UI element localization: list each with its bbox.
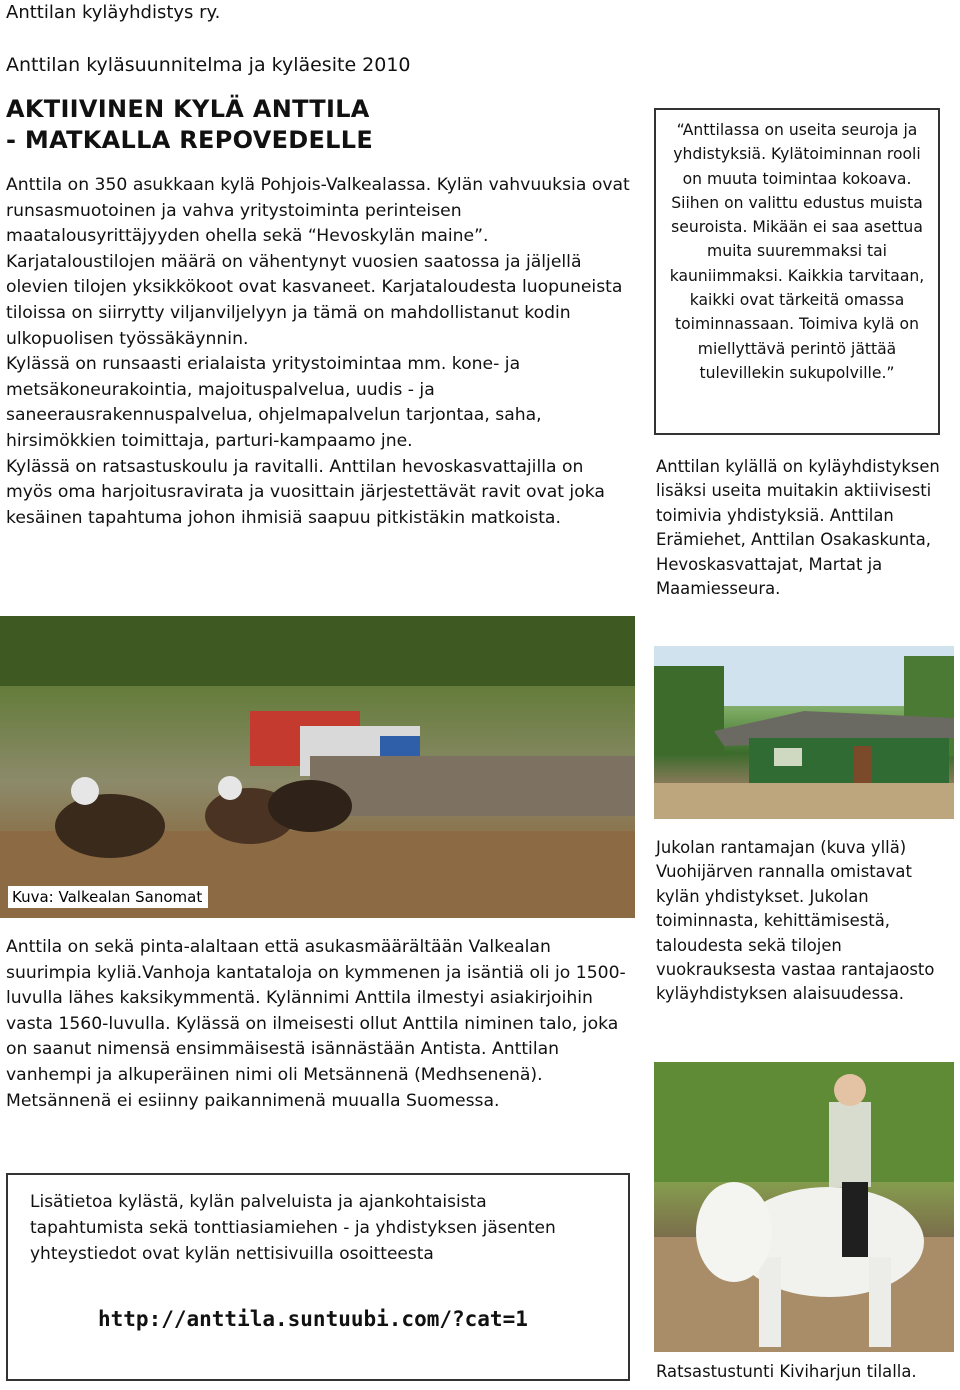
info-box	[6, 1173, 630, 1381]
photo-credit: Kuva: Valkealan Sanomat	[8, 886, 208, 908]
headline-line-1: AKTIIVINEN KYLÄ ANTTILA	[6, 95, 370, 123]
riding-lesson-caption: Ratsastustunti Kiviharjun tilalla.	[656, 1362, 917, 1381]
cabin-illustration	[654, 646, 954, 819]
cabin-caption: Jukolan rantamajan (kuva yllä) Vuohijärven rannalla omistavat kylän yhdistykset. Jukolan toiminnasta, kehittämisestä, taloudesta sekä tilojen vuokrauksesta vastaa rantajaosto kyläyhdistyksen alaisuudessa.	[656, 838, 935, 1004]
website-link[interactable]: http://anttila.suntuubi.com/?cat=1	[98, 1307, 528, 1331]
quote-text: “Anttilassa on useita seuroja ja yhdistyksiä. Kylätoiminnan rooli on muuta toimintaa kokoava. Siihen on valittu edustus muista seuroista. Mikään ei saa asettua muita suuremmaksi tai kauniimmaksi. Kaikkia tarvitaan, kaikki ovat tärkeitä omassa toiminnassaan. Toimiva kylä on miellyttävä perintö jättää tulevillekin sukupolville.”	[669, 121, 925, 382]
intro-paragraph-1: Anttila on 350 asukkaan kylä Pohjois-Valkealassa. Kylän vahvuuksia ovat runsasmuotoinen ja vahva yritystoiminta perinteisen maatalousyrittäjyyden ohella sekä “Hevoskylän maine”.	[6, 175, 630, 247]
riding-lesson-photo	[654, 1062, 954, 1352]
headline-line-2: - MATKALLA REPOVEDELLE	[6, 126, 374, 154]
history-section	[6, 935, 634, 1114]
quote-box	[654, 108, 940, 435]
headline	[6, 94, 373, 156]
associations-text: Anttilan kylällä on kyläyhdistyksen lisäksi useita muitakin aktiivisesti toimivia yhdistyksiä. Anttilan Erämiehet, Anttilan Osakaskunta, Hevoskasvattajat, Martat ja Maamiesseura.	[656, 457, 940, 599]
harness-racing-illustration	[0, 616, 635, 918]
harness-racing-photo	[0, 616, 635, 918]
intro-paragraph-2: Karjataloustilojen määrä on vähentynyt vuosien saatossa ja jäljellä olevien tilojen yksikkökoot ovat kasvaneet. Karjataloudesta luopuneista tiloissa on siirrytty viljanviljelyyn ja tämä on mahdollistanut kodin ulkopuolisen työssäkäynnin.	[6, 251, 623, 349]
history-paragraph: Anttila on sekä pinta-alaltaan että asukasmäärältään Valkealan suurimpia kyliä.Vanhoja kantataloja on kymmenen ja isäntiä oli jo 1500-luvulla lähes kaksikymmentä. Kylännimi Anttila ilmestyi asiakirjoihin vasta 1560-luvulla. Kylässä on ilmeisesti ollut Anttila niminen talo, joka on saanut nimensä ensimmäisestä isännästään Antista. Anttilan vanhempi ja alkuperäinen nimi oli Metsännenä (Medhsenenä). Metsännenä ei esiinny paikannimenä muualla Suomessa.	[6, 937, 626, 1111]
document-subtitle: Anttilan kyläsuunnitelma ja kyläesite 2010	[6, 54, 411, 76]
organization-name: Anttilan kyläyhdistys ry.	[6, 2, 221, 23]
info-text: Lisätietoa kylästä, kylän palveluista ja ajankohtaisista tapahtumista sekä tonttiasiamiehen - ja yhdistyksen jäsenten yhteystiedot ovat kylän nettisivuilla osoitteesta	[30, 1192, 556, 1265]
intro-section	[6, 173, 634, 531]
riding-lesson-illustration	[654, 1062, 954, 1352]
cabin-photo	[654, 646, 954, 819]
intro-paragraph-3: Kylässä on runsaasti erialaista yritystoimintaa mm. kone- ja metsäkoneurakointia, majoituspalvelua, uudis - ja saneerausrakennuspalvelua, ohjelmapalvelun tarjontaa, saha, hirsimökkien toimittaja, parturi-kampaamo jne.	[6, 354, 542, 451]
intro-paragraph-4: Kylässä on ratsastuskoulu ja ravitalli. Anttilan hevoskasvattajilla on myös oma harjoitusravirata ja vuosittain järjestettävät ravit ovat joka kesäinen tapahtuma johon ihmisiä saapuu pitkistäkin matkoista.	[6, 456, 605, 528]
